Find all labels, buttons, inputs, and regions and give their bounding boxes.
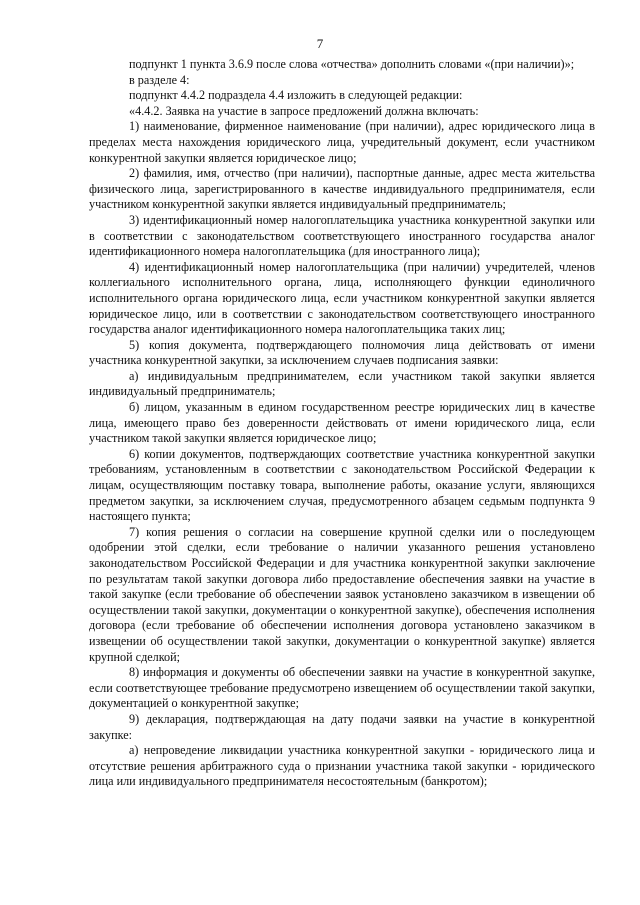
paragraph: а) индивидуальным предпринимателем, если участником такой закупки является индивидуальный предприниматель; bbox=[89, 368, 595, 399]
paragraph: подпункт 1 пункта 3.6.9 после слова «отчества» дополнить словами «(при наличии)»; bbox=[129, 57, 575, 71]
paragraph: в разделе 4: bbox=[129, 72, 190, 87]
paragraph: 4) идентификационный номер налогоплательщика (при наличии) учредителей, членов коллегиального исполнительного органа, лица, исполняющего функции единоличного исполнительного органа юридического лица, если участником конкурентной закупки является юридическое лицо, или в соответствии с законодательством соответствующего иностранного государства аналог идентификационного номера налогоплательщика таких лиц; bbox=[89, 259, 595, 337]
paragraph: 8) информация и документы об обеспечении заявки на участие в конкурентной закупке, если соответствующее требование предусмотрено извещением об осуществлении такой закупки, документацией о конкурентной закупке; bbox=[89, 665, 595, 711]
paragraph: «4.4.2. Заявка на участие в запросе предложений должна включать: bbox=[129, 103, 479, 118]
paragraph: 3) идентификационный номер налогоплательщика участника конкурентной закупки или в соответствии с законодательством соответствующего иностранного государства аналог идентификационного номера налогоплательщика (для иностранного лица); bbox=[89, 212, 595, 259]
paragraph: 2) фамилия, имя, отчество (при наличии), паспортные данные, адрес места жительства физического лица, зарегистрированного в качестве индивидуального предпринимателя, если участником конкурентной закупки является индивидуальный предприниматель; bbox=[89, 166, 595, 212]
page-number: 7 bbox=[316, 36, 324, 51]
paragraph: 9) декларация, подтверждающая на дату подачи заявки на участие в конкурентной закупке: bbox=[89, 711, 595, 742]
paragraph: 6) копии документов, подтверждающих соответствие участника конкурентной закупки требованиям, установленным в соответствии с законодательством Российской Федерации к лицам, осуществляющим поставку товара, выполнение работы, оказание услуги, являющихся предметом закупки, за исключением случая, предусмотренного абзацем седьмым подпункта 9 настоящего пункта; bbox=[89, 446, 595, 524]
document-body bbox=[89, 57, 595, 790]
paragraph: 5) копия документа, подтверждающего полномочия лица действовать от имени участника конкурентной закупки, за исключением случаев подписания заявки: bbox=[89, 337, 595, 368]
paragraph: а) непроведение ликвидации участника конкурентной закупки - юридического лица и отсутствие решения арбитражного суда о признании участника такой закупки - юридического лица или индивидуального предпринимателя несостоятельным (банкротом); bbox=[89, 743, 595, 789]
paragraph: 7) копия решения о согласии на совершение крупной сделки или о последующем одобрении этой сделки, если требование о наличии указанного решения установлено законодательством Российской Федерации и для участника конкурентной закупки заключение по результатам такой закупки договора либо предоставление обеспечения заявки на участие в такой закупке (если требование об обеспечении заявок установлено заказчиком в извещении об осуществлении такой закупки, документации о конкурентной закупке), обеспечения исполнения договора (если требование об обеспечении исполнения договора установлено заказчиком в извещении об осуществлении такой закупки, документации о конкурентной закупке) является крупной сделкой; bbox=[89, 524, 595, 664]
paragraph: б) лицом, указанным в едином государственном реестре юридических лиц в качестве лица, имеющего право без доверенности действовать от имени юридического лица, если участником такой закупки является юридическое лицо; bbox=[89, 400, 595, 446]
paragraph: 1) наименование, фирменное наименование (при наличии), адрес юридического лица в пределах места нахождения юридического лица, учредительный документ, если участником конкурентной закупки является юридическое лицо; bbox=[89, 119, 595, 165]
paragraph: подпункт 4.4.2 подраздела 4.4 изложить в следующей редакции: bbox=[129, 88, 463, 103]
